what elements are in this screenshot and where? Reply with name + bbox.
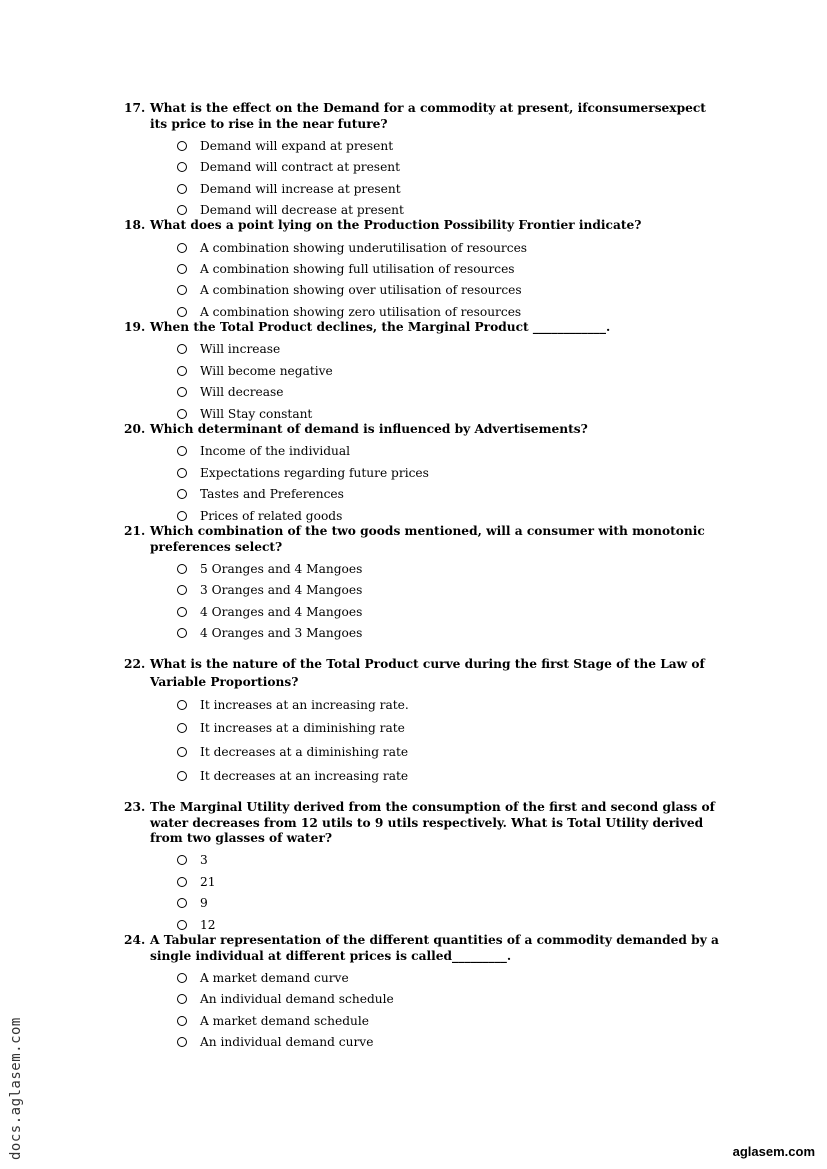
option-label: An individual demand schedule bbox=[200, 992, 394, 1006]
option-label: It increases at a diminishing rate bbox=[200, 721, 405, 735]
option-label: 12 bbox=[200, 918, 216, 932]
question-text: A Tabular representation of the different quantities of a commodity demanded by a single individual at different prices is called_________. bbox=[150, 933, 719, 963]
option-label: It decreases at an increasing rate bbox=[200, 769, 409, 783]
question-number: 22. bbox=[124, 657, 146, 671]
radio-button[interactable] bbox=[177, 264, 187, 274]
option-label: 9 bbox=[200, 896, 208, 910]
option-label: A combination showing zero utilisation of resources bbox=[200, 305, 522, 319]
radio-button[interactable] bbox=[177, 700, 187, 710]
question-text: What is the nature of the Total Product curve during the first Stage of the Law of Variable Proportions? bbox=[150, 657, 705, 689]
radio-button[interactable] bbox=[177, 585, 187, 595]
question-21 bbox=[124, 524, 724, 555]
question-24 bbox=[124, 933, 724, 964]
question-19 bbox=[124, 320, 724, 336]
question-number: 21. bbox=[124, 524, 146, 538]
question-number: 24. bbox=[124, 933, 146, 947]
radio-button[interactable] bbox=[177, 243, 187, 253]
question-23 bbox=[124, 800, 724, 847]
question-text: What does a point lying on the Production Possibility Frontier indicate? bbox=[150, 218, 642, 232]
radio-button[interactable] bbox=[177, 920, 187, 930]
option-label: Prices of related goods bbox=[200, 509, 343, 523]
radio-button[interactable] bbox=[177, 1016, 187, 1026]
radio-button[interactable] bbox=[177, 307, 187, 317]
option-label: Tastes and Preferences bbox=[200, 487, 344, 501]
option-label: Demand will expand at present bbox=[200, 139, 394, 153]
option-label: A market demand curve bbox=[200, 971, 349, 985]
question-17 bbox=[124, 101, 724, 132]
option-label: Demand will decrease at present bbox=[200, 203, 404, 217]
option-label: 21 bbox=[200, 875, 216, 889]
radio-button[interactable] bbox=[177, 973, 187, 983]
radio-button[interactable] bbox=[177, 771, 187, 781]
question-text: The Marginal Utility derived from the consumption of the first and second glass of water decreases from 12 utils to 9 utils respectively. What is Total Utility derived from two glasses of water? bbox=[150, 800, 715, 845]
option-label: Demand will contract at present bbox=[200, 160, 401, 174]
radio-button[interactable] bbox=[177, 446, 187, 456]
radio-button[interactable] bbox=[177, 1037, 187, 1047]
radio-button[interactable] bbox=[177, 409, 187, 419]
radio-button[interactable] bbox=[177, 141, 187, 151]
radio-button[interactable] bbox=[177, 607, 187, 617]
radio-button[interactable] bbox=[177, 366, 187, 376]
question-number: 18. bbox=[124, 218, 146, 232]
option-label: A combination showing underutilisation of resources bbox=[200, 241, 528, 255]
option-label: Will Stay constant bbox=[200, 407, 313, 421]
radio-button[interactable] bbox=[177, 205, 187, 215]
option-label: Income of the individual bbox=[200, 444, 351, 458]
footer-brand: aglasem.com bbox=[732, 1144, 815, 1159]
option-label: A market demand schedule bbox=[200, 1014, 369, 1028]
radio-button[interactable] bbox=[177, 628, 187, 638]
side-watermark: docs.aglasem.com bbox=[8, 1017, 24, 1160]
question-20 bbox=[124, 422, 724, 438]
option-label: 5 Oranges and 4 Mangoes bbox=[200, 562, 363, 576]
radio-button[interactable] bbox=[177, 564, 187, 574]
question-text: Which determinant of demand is influenced by Advertisements? bbox=[150, 422, 588, 436]
radio-button[interactable] bbox=[177, 489, 187, 499]
radio-button[interactable] bbox=[177, 994, 187, 1004]
radio-button[interactable] bbox=[177, 511, 187, 521]
radio-button[interactable] bbox=[177, 285, 187, 295]
question-number: 17. bbox=[124, 101, 146, 115]
radio-button[interactable] bbox=[177, 723, 187, 733]
option-label: 4 Oranges and 4 Mangoes bbox=[200, 605, 363, 619]
option-label: Expectations regarding future prices bbox=[200, 466, 429, 480]
option-label: A combination showing over utilisation of resources bbox=[200, 283, 522, 297]
radio-button[interactable] bbox=[177, 898, 187, 908]
question-text: What is the effect on the Demand for a commodity at present, ifconsumersexpect its price to rise in the near future? bbox=[150, 101, 706, 131]
option-label: It decreases at a diminishing rate bbox=[200, 745, 409, 759]
option-label: Will become negative bbox=[200, 364, 333, 378]
option-label: Will increase bbox=[200, 342, 281, 356]
question-text: When the Total Product declines, the Marginal Product ____________. bbox=[150, 320, 611, 334]
radio-button[interactable] bbox=[177, 855, 187, 865]
option-label: A combination showing full utilisation of resources bbox=[200, 262, 515, 276]
option-label: 4 Oranges and 3 Mangoes bbox=[200, 626, 363, 640]
question-number: 19. bbox=[124, 320, 146, 334]
option-label: Will decrease bbox=[200, 385, 284, 399]
option-label: Demand will increase at present bbox=[200, 182, 401, 196]
option-label: 3 bbox=[200, 853, 208, 867]
radio-button[interactable] bbox=[177, 184, 187, 194]
option-label: An individual demand curve bbox=[200, 1035, 374, 1049]
question-number: 20. bbox=[124, 422, 146, 436]
radio-button[interactable] bbox=[177, 387, 187, 397]
question-22 bbox=[124, 655, 724, 691]
radio-button[interactable] bbox=[177, 162, 187, 172]
question-number: 23. bbox=[124, 800, 146, 814]
option-label: 3 Oranges and 4 Mangoes bbox=[200, 583, 363, 597]
question-18 bbox=[124, 218, 724, 234]
radio-button[interactable] bbox=[177, 877, 187, 887]
radio-button[interactable] bbox=[177, 344, 187, 354]
question-text: Which combination of the two goods mentioned, will a consumer with monotonic preferences select? bbox=[150, 524, 705, 554]
option-label: It increases at an increasing rate. bbox=[200, 698, 409, 712]
radio-button[interactable] bbox=[177, 747, 187, 757]
radio-button[interactable] bbox=[177, 468, 187, 478]
